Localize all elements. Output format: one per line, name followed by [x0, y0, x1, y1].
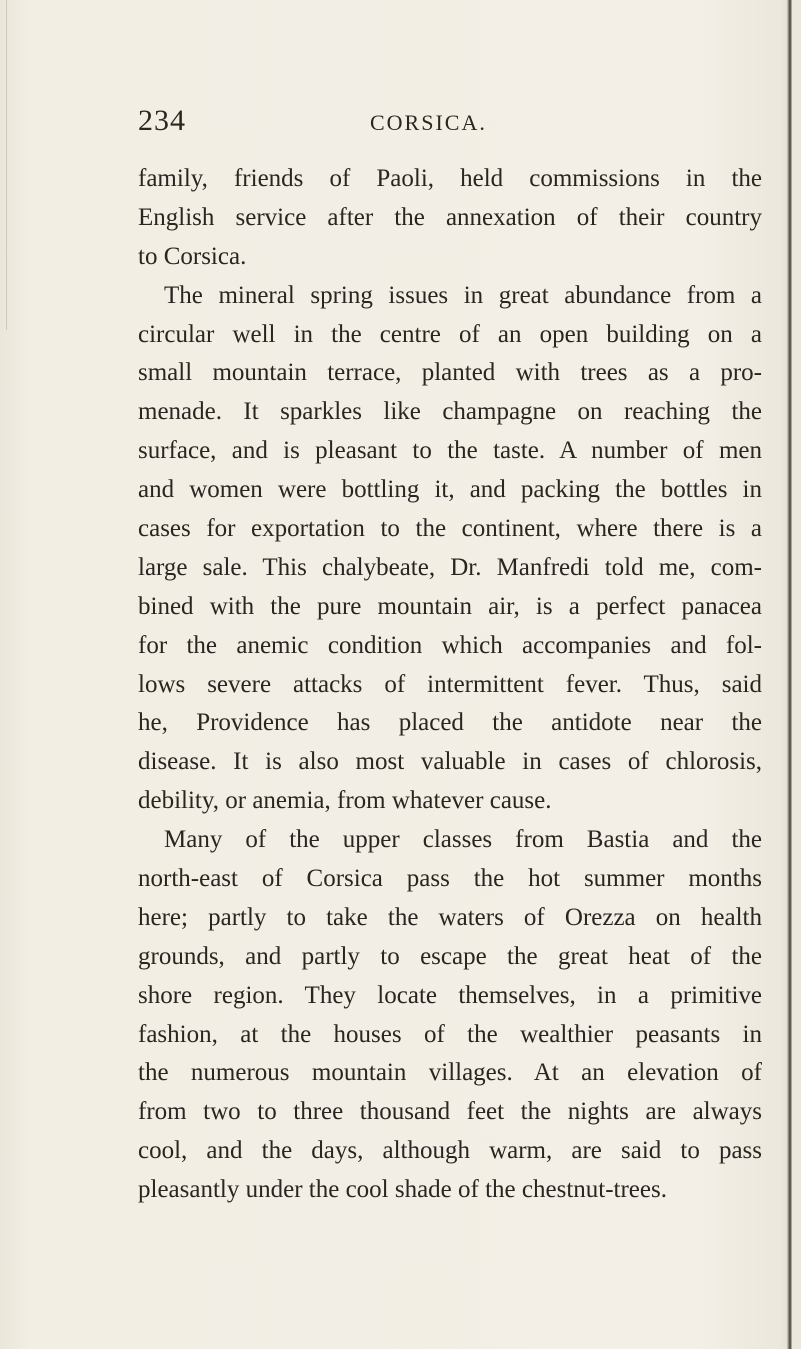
text-line: cases for exportation to the continent, where there is a — [138, 515, 762, 543]
text-line: grounds, and partly to escape the great heat of the — [138, 942, 762, 970]
text-line: menade. It sparkles like champagne on reaching the — [138, 398, 762, 426]
text-line: fashion, at the houses of the wealthier peasants in — [138, 1020, 762, 1048]
text-line: the numerous mountain villages. At an elevation of — [138, 1059, 762, 1087]
page-fold-shadow — [6, 0, 7, 330]
page-number: 234 — [138, 104, 186, 137]
text-line: lows severe attacks of intermittent fever. Thus, said — [138, 670, 762, 698]
text-line: pleasantly under the cool shade of the chestnut-trees. — [138, 1176, 667, 1204]
text-line: north-east of Corsica pass the hot summer months — [138, 865, 762, 893]
page-edge-strip — [792, 0, 801, 1349]
text-line: here; partly to take the waters of Orezza on health — [138, 903, 762, 931]
text-line: Many of the upper classes from Bastia and the — [164, 826, 762, 854]
text-line: shore region. They locate themselves, in a primitive — [138, 981, 762, 1009]
text-line: to Corsica. — [138, 242, 247, 270]
text-line: English service after the annexation of their country — [138, 203, 762, 231]
text-line: he, Providence has placed the antidote near the — [138, 709, 762, 737]
text-line: from two to three thousand feet the nights are always — [138, 1098, 762, 1126]
running-head: CORSICA. — [370, 110, 487, 135]
text-line: debility, or anemia, from whatever cause. — [138, 787, 552, 815]
text-line: and women were bottling it, and packing the bottles in — [138, 476, 762, 504]
text-line: cool, and the days, although warm, are said to pass — [138, 1137, 762, 1165]
text-line: small mountain terrace, planted with trees as a pro- — [138, 359, 762, 387]
text-line: disease. It is also most valuable in cases of chlorosis, — [138, 748, 762, 776]
text-line: family, friends of Paoli, held commissions in the — [138, 165, 762, 192]
text-line: for the anemic condition which accompanies and fol- — [138, 631, 762, 659]
text-line: circular well in the centre of an open building on a — [138, 320, 762, 348]
text-line: The mineral spring issues in great abundance from a — [164, 281, 762, 309]
text-line: bined with the pure mountain air, is a perfect panacea — [138, 592, 762, 620]
text-line: surface, and is pleasant to the taste. A number of men — [138, 437, 762, 465]
text-line: large sale. This chalybeate, Dr. Manfredi told me, com- — [138, 553, 762, 581]
body-text — [138, 160, 762, 1210]
page-header — [138, 104, 766, 138]
